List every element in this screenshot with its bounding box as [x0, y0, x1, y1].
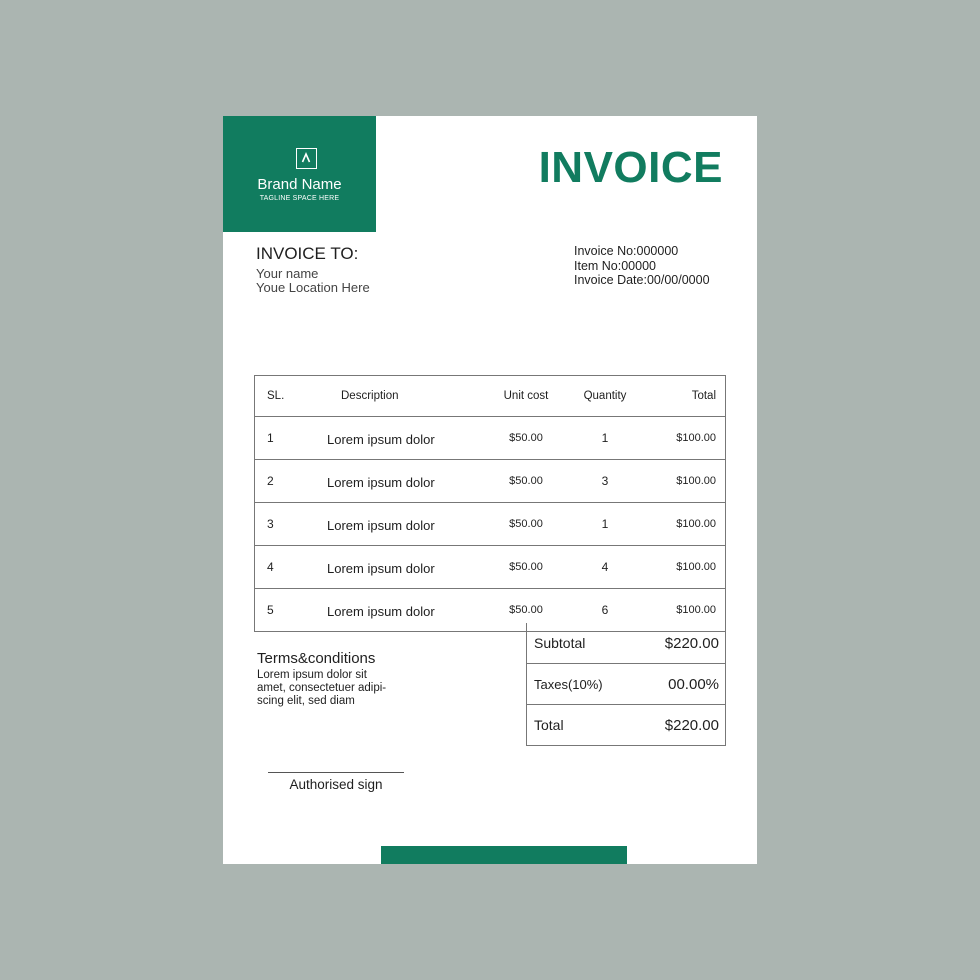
totals-table — [526, 623, 726, 746]
header-quantity: Quantity — [561, 376, 649, 417]
invoice-meta — [574, 244, 710, 288]
table-row — [255, 546, 726, 589]
total-label: Total — [527, 705, 638, 746]
row-sl: 2 — [255, 460, 306, 503]
row-total: $100.00 — [649, 460, 726, 503]
terms-line: scing elit, sed diam — [257, 695, 355, 707]
terms-body — [257, 669, 417, 708]
row-description: Lorem ipsum dolor — [305, 503, 491, 546]
row-sl: 4 — [255, 546, 306, 589]
header-sl: SL. — [255, 376, 306, 417]
subtotal-value: $220.00 — [637, 623, 725, 664]
invoice-page — [223, 116, 757, 864]
row-description: Lorem ipsum dolor — [305, 589, 491, 632]
row-total: $100.00 — [649, 503, 726, 546]
items-table — [254, 375, 726, 632]
invoice-date: Invoice Date:00/00/0000 — [574, 273, 710, 287]
row-unit-cost: $50.00 — [491, 417, 561, 460]
header-description: Description — [305, 376, 491, 417]
taxes-label: Taxes(10%) — [527, 664, 638, 705]
table-row — [255, 417, 726, 460]
invoice-to-label: INVOICE TO: — [256, 244, 359, 263]
signature-label: Authorised sign — [289, 777, 383, 792]
row-unit-cost: $50.00 — [491, 503, 561, 546]
header-total: Total — [649, 376, 726, 417]
item-number: Item No:00000 — [574, 258, 656, 273]
row-sl: 5 — [255, 589, 306, 632]
taxes-value: 00.00% — [637, 664, 725, 705]
row-total: $100.00 — [649, 546, 726, 589]
row-total: $100.00 — [649, 589, 726, 632]
row-quantity: 1 — [561, 417, 649, 460]
table-row — [255, 503, 726, 546]
invoice-title: INVOICE — [538, 143, 723, 192]
terms-title: Terms&conditions — [257, 650, 376, 667]
invoice-to-name: Your name — [256, 266, 319, 281]
invoice-to-location: Youe Location Here — [256, 280, 370, 295]
header-unit-cost: Unit cost — [491, 376, 561, 417]
brand-name: Brand Name — [257, 176, 342, 193]
subtotal-label: Subtotal — [527, 623, 638, 664]
invoice-number: Invoice No:000000 — [574, 244, 679, 258]
brand-block — [223, 116, 376, 232]
arrow-up-square-icon — [296, 148, 317, 169]
row-total: $100.00 — [649, 417, 726, 460]
terms-line: amet, consectetuer adipi- — [257, 682, 387, 694]
row-description: Lorem ipsum dolor — [305, 460, 491, 503]
row-description: Lorem ipsum dolor — [305, 417, 491, 460]
table-header-row — [255, 376, 726, 417]
total-value: $220.00 — [637, 705, 725, 746]
taxes-row — [527, 664, 726, 705]
signature-line — [268, 772, 404, 773]
row-quantity: 3 — [561, 460, 649, 503]
row-quantity: 6 — [561, 589, 649, 632]
subtotal-row — [527, 623, 726, 664]
row-sl: 1 — [255, 417, 306, 460]
row-unit-cost: $50.00 — [491, 546, 561, 589]
row-quantity: 1 — [561, 503, 649, 546]
brand-tagline: TAGLINE SPACE HERE — [259, 195, 340, 202]
row-unit-cost: $50.00 — [491, 589, 561, 632]
row-quantity: 4 — [561, 546, 649, 589]
row-description: Lorem ipsum dolor — [305, 546, 491, 589]
row-sl: 3 — [255, 503, 306, 546]
total-row — [527, 705, 726, 746]
table-row — [255, 460, 726, 503]
terms-line: Lorem ipsum dolor sit — [257, 669, 367, 681]
row-unit-cost: $50.00 — [491, 460, 561, 503]
footer-accent-bar — [381, 846, 627, 864]
